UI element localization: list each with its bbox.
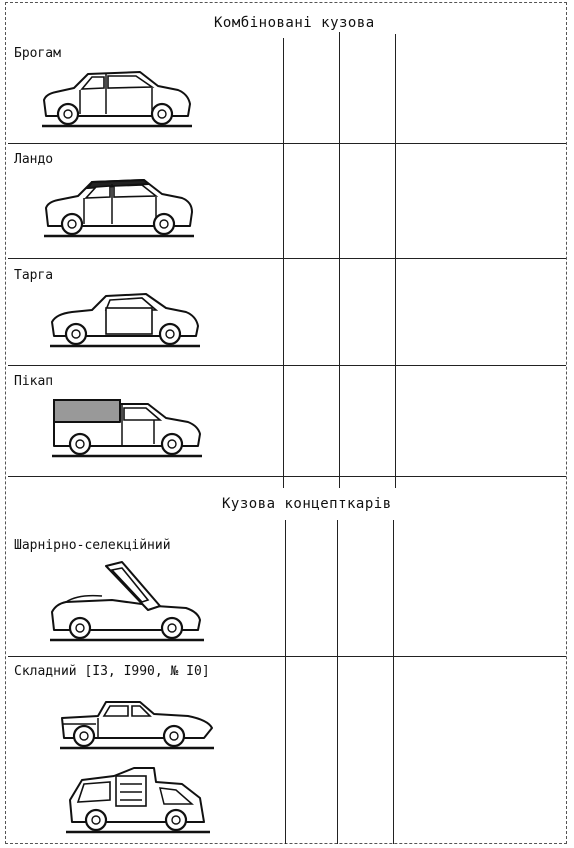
complex-body-car-icon: [58, 694, 218, 754]
column-divider-2: [339, 32, 340, 488]
column-divider-3: [393, 520, 394, 844]
row-label-pickup: Пікап: [14, 374, 54, 389]
hinged-body-car-icon: [48, 560, 208, 644]
complex-body-car-icon: [64, 764, 214, 836]
row-divider: [8, 143, 566, 144]
section-title-concept: Кузова концепткарів: [222, 496, 392, 512]
row-divider: [8, 365, 566, 366]
row-label-hinged: Шарнірно-селекційний: [14, 538, 171, 553]
row-label-complex: Складний [I3, I990, № I0]: [14, 664, 210, 679]
column-divider-1: [283, 38, 284, 488]
row-label-landau: Ландо: [14, 152, 54, 167]
row-divider: [8, 258, 566, 259]
landau-car-icon: [42, 176, 197, 240]
row-label-targa: Тарга: [14, 268, 54, 283]
column-divider-2: [337, 520, 338, 844]
row-divider: [8, 656, 566, 657]
section-title-combined: Комбіновані кузова: [214, 15, 375, 31]
column-divider-1: [285, 520, 286, 844]
column-divider-3: [395, 34, 396, 488]
row-divider: [8, 476, 566, 477]
pickup-car-icon: [50, 394, 205, 460]
brougham-car-icon: [40, 68, 195, 130]
targa-car-icon: [48, 290, 203, 350]
row-label-brougham: Брогам: [14, 46, 61, 61]
